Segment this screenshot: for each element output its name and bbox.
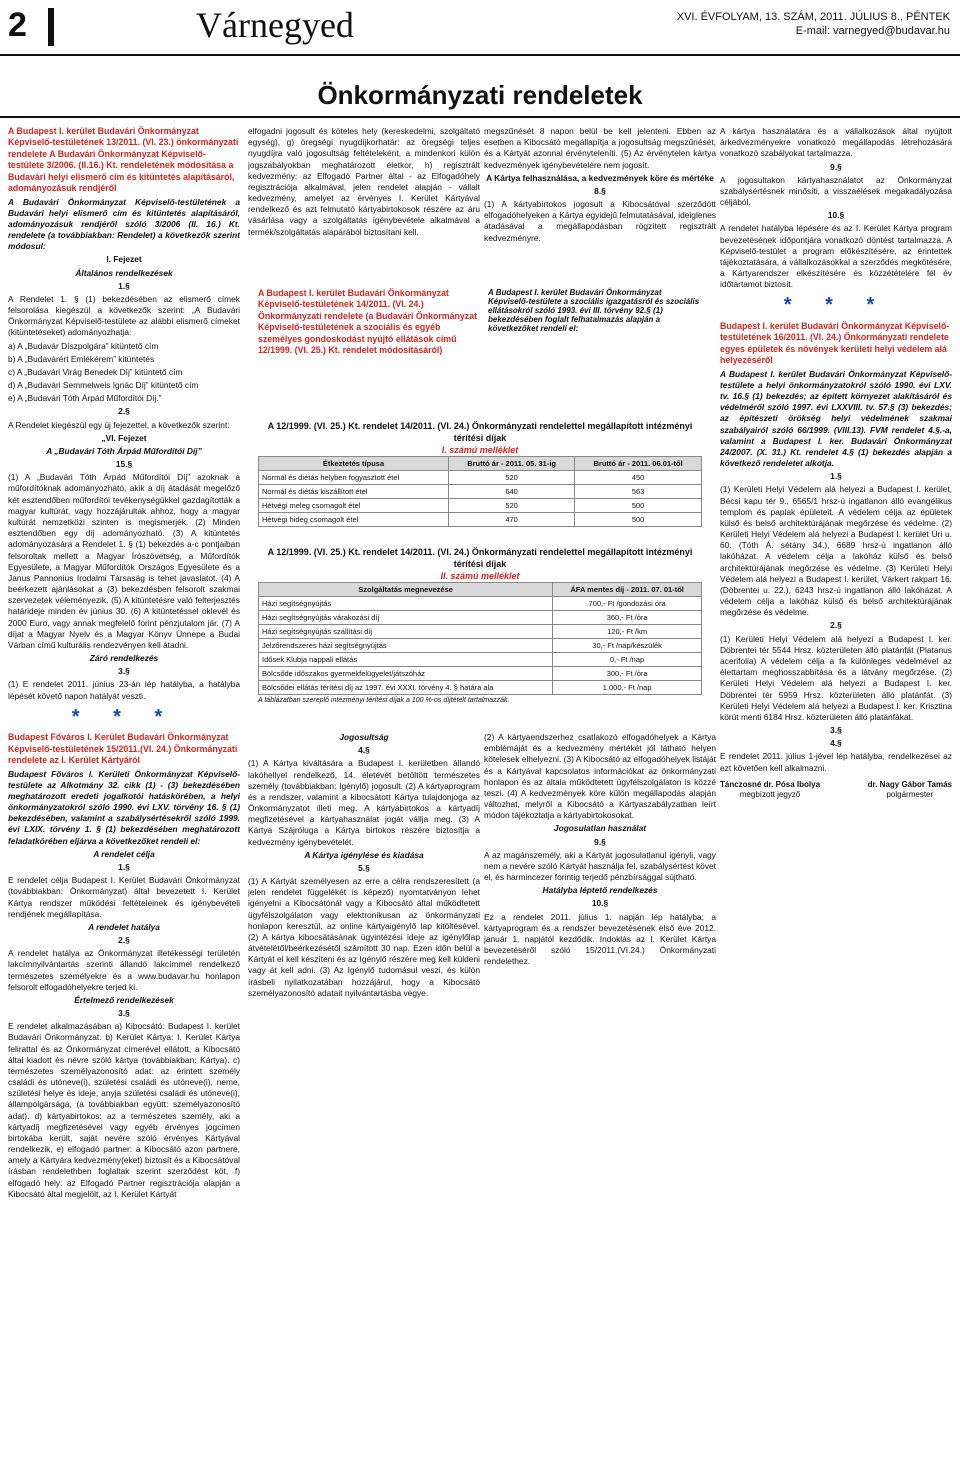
paragraph: 1.§ [830,471,842,482]
masthead-bar [48,8,54,46]
paragraph: 10.§ [591,898,609,909]
signatures [720,780,952,801]
table-row [259,499,702,513]
column-2-bottom [248,732,480,1468]
column-4 [720,126,952,1470]
paragraph: 4.§ [830,738,842,749]
text-2: A Rendelet kiegészül egy új fejezettel, a következők szerint: [8,419,230,430]
table-cell: 470 [448,513,574,527]
table-cell: 120,- Ft /km [553,625,702,639]
column-2-top [248,126,480,282]
header-rule [0,54,960,56]
table-cell: 640 [448,485,574,499]
article-heading-15: Budapest Főváros I. Kerület Budavári Önkormányzat Képviselő-testületének 15/2011.(VI. 24.) Önkormányzati rendelete az I. Kerület Kártyáról [8,732,238,766]
article-heading-14: A Budapest I. kerület Budavári Önkormányzat Képviselő-testületének 14/2011. (VI. 24.) Önkormányzati rendelete (a Budavári Önkormányzat Képviselő-testületének a szociális és egyéb személyes gondoskodást nyújtó ellátások című 12/1999. (VI. 25.) Kt. rendelet módosításáról) [258,288,478,356]
subheading: Jogosultság [339,732,389,742]
text-block: A rendelet hatálya az Önkormányzat illetékességi területén lakcímnyilvántartás szerinti állandó lakcímmel rendelkező természetes személyekre és a www.budavar.hu honlapon felsorolt elfogadóhelyekre terjed ki. [8,948,240,992]
table-row [259,625,702,639]
paragraph: 9.§ [594,836,606,847]
column-1 [8,126,240,1470]
table-row [259,681,702,695]
table-2-note: A táblázatban szereplő intézményi térítési díjak a 100 %-os díjtételt tartalmazzák. [258,697,510,704]
text-3: (1) E rendelet 2011. június 23-án lép hatályba, a hatályba lépését követő napon hatályát veszti. [8,679,240,701]
table-header: Bruttó ár - 2011. 06.01-től [575,457,702,471]
paragraph: 3.§ [118,1008,130,1019]
text-block: A kártya használatára és a vállalkozások által nyújtott árkedvezményekre vonatkozó megállapodás létrehozására vonatkozó szabályokat tartalmazza. [720,126,952,159]
text-15: (1) A „Budavári Tóth Árpád Műfordítói Díj” azoknak a műfordítóknak adományozható, akik a díj átadását megelőző két esztendőben műfordítói tevékenységükkel gazdagították a magyar kultúrát, vagy hozzájárultak ahhoz, hogy a magyar kultúrát nemzetközi szinten is megismerjék. (2) Minden esztendőben egy díj adományozható. (3) A kitüntetés adományozására a Rendelet 1. § (1) bekezdés a-c pontjaiban felsoroltak mellett a Magyar Írószövetség, a Műfordítók Egyesülete, a Magyar Műfordítók Országos Egyesülete és a Janus Pannonius Irodalmi Társaság is tehet javaslatot. (4) A beérkezett ajánlásokat a (3) bekezdésben felsorolt szakmai szervezetek véleményezik. (5) A kitüntetésre való felterjesztés határideje minden év június 30. (6) A kitüntetéssel oklevél és 2000 Euro, vagy annak megfelelő forint pénzjutalom jár. (7) A díjat a Magyar Nyelv és a Magyar Könyv Ünnepe a Budai Várban című kulturális rendezvényen kell átadni. [8,472,240,650]
table-cell: Normál és diétás kiszállított étel [259,485,449,499]
text-block: E rendelet 2011. július 1-jével lép hatályba, rendelkezései az ezt követően kell alkalmazni. [720,751,952,773]
intro-text-2: Budapest Főváros I. Kerületi Önkormányzat Képviselő-testülete az Alkotmány 32. cikk (1) - (3) bekezdésében meghatározott eredeti jogalkotói hatáskörében, a helyi önkormányzatokról szóló 1990. évi LXV. törvény 16. § (1) bekezdésében, valamint a szabálysértésekről szóló 1999. évi LXIX. törvény 1. § (1) bekezdésében meghatározott feladatkörében eljárva a következőket rendeli el: [8,768,240,846]
table-cell: Normál és diétás helyben fogyasztott étel [259,471,449,485]
table-2-block [258,546,702,704]
signature-2 [868,780,952,801]
column-3-bottom [484,732,716,1468]
table-cell: Házi segítségnyújtás [259,597,553,611]
table-row [259,485,702,499]
table-cell: Házi segítségnyújtás szállítási díj [259,625,553,639]
table-cell: 700,- Ft /gondozási óra [553,597,702,611]
table-cell: Hétvégi meleg csomagolt étel [259,499,449,513]
paragraph: 8.§ [594,185,606,196]
paragraph: 2.§ [830,620,842,631]
signature-role: megbízott jegyző [739,790,801,800]
text-block: (1) Kerületi Helyi Védelem alá helyezi a Budapest I. kerület, Bécsi kapu tér 9., 6565/1 hrsz-ú ingatlanon álló evangélikus templom és paplak épületeit. A védelem célja az épületek külső és belső architektúrájának megőrzése és védelme. (2) Kerületi Helyi Védelem alá helyezi a Budapest I. kerület Úri u. 60. (Tóth Á. sétány 34.), 6689 hrsz-ú ingatlanon álló lakóházat. A védelem célja a lakóház külső és belső architektúrájának megőrzése és védelme. (3) Kerületi Helyi Védelem alá helyezi a Budapest I. kerület, Várkert rakpart 16. (Döbrentei u. 22.), 6243 hrsz-ú ingatlanon álló lakóházat. A védelem célja a lakóház külső és belső architektúrájának megőrzése és védelme. [720,484,952,618]
masthead [0,0,960,56]
subheading: A Kártya felhasználása, a kedvezmények köre és mértéke [486,172,714,183]
table-cell: 450 [575,471,702,485]
column-3-top [484,126,716,282]
table-header: ÁFA mentes díj - 2011. 07. 01-től [553,583,702,597]
table-2 [258,582,702,695]
table-header: Bruttó ár - 2011. 05. 31-ig [448,457,574,471]
text-block: A jogosultakon kártyahasználatot az Önkormányzat szabálysértésnek minősíti, a visszaélések megakadályozása céljából. [720,174,952,208]
text-block: megszűnését 8 napon belül be kell jelenteni. Ebben az esetben a Kibocsátó megállapítja a jogosultság megszűnését, és a Kártyát azonnal érvényteleníti. (5) Az érvénytelen kártya kedvezmények igénybevételére nem jogosít. [484,126,716,170]
table-cell: 0,- Ft /nap [553,653,702,667]
issue-info [677,10,950,38]
paragraph: 2.§ [118,935,130,946]
text-block: elfogadni jogosult és köteles hely (kereskedelmi, szolgáltató egység), g) öregségi nyugdíjkorhatár: az öregségi teljes nyugdíjra való jogosultság feltételeként, a mindenkori külön jogszabályokban meghatározott életkor, h) regisztrált kedvezmény: az Elfogadó Partner által - az Elfogadóhely regisztrációja alkalmával, jelen rendelet alapján - vállalt kedvezmény, amelyet az érvényes I. Kerület Kártyával rendelkező és azt felmutató kártyabirtokosok részére az áru vásárlása vagy a szolgáltatás igénybevétele alkalmával a termék/szolgáltatás alapárából biztosítani kell. [248,126,480,237]
article-heading-16: Budapest I. kerület Budavári Önkormányzat Képviselő-testületének 16/2011. (VI. 24.) Önkormányzati rendelete egyes épületek és növények kerületi helyi védelem alá helyezéséről [720,321,950,366]
table-cell: 520 [448,499,574,513]
text-block: (1) Kerületi Helyi Védelem alá helyezi a Budapest I. ker. Döbrentei tér 5544 Hrsz. közterületen álló platánfát (Platanus acerifolia) A védelem célja a fa különleges védelmével az élettartam meghosszabbítása és a látvány megőrzése. (2) Kerületi Helyi Védelem alá helyezi a Budapest I. ker. Döbrentei tér 5959 Hrsz. közterületen álló platánfát. (3) Kerületi Helyi Védelem alá helyezi a Budapest I. ker. Krisztina körút menti 6184 Hrsz. közterületen álló platánfákat. [720,633,952,722]
chapter-1-title: Általános rendelkezések [75,267,173,278]
table-cell: Bölcsőde időszakos gyermekfelügyelet/játszóház [259,667,553,681]
table-cell: 500 [575,499,702,513]
table-2-title: A 12/1999. (VI. 25.) Kt. rendelet 14/2011. (VI. 24.) Önkormányzati rendelettel megállapított intézményi térítési díjak [267,547,693,569]
text-block: (1) A Kártyát személyesen az erre a célra rendszeresített (a jelen rendelet függelékét is képező) nyomtatványon lehet igényelni a Kibocsátónál vagy a Kibocsátó által működtetett ügyfélszolgálaton vagy elektronikusan az önkormányzati honlapon keresztül, az online kártyaigénylő lap kitöltésével. (2) A kártya kibocsátásának ügyintézési ideje az igénylőlap átvételétől/beérkezésétől számított 30 nap. Ezen időn belül a Kártyát el kell készíteni és az Igénylő részére meg kell küldeni vagy át kell adni. (3) Az Igénylő tudomásul veszi, és külön írásbeli nyilatkozatában hozzájárul, hogy a Kibocsátó személyazonosító adatait nyilvántartásba vegye. [248,876,480,998]
subheading: A rendelet célja [93,848,155,859]
table-1 [258,456,702,527]
issue-line: XVI. ÉVFOLYAM, 13. SZÁM, 2011. JÚLIUS 8., PÉNTEK [676,11,950,23]
separator-stars: * * * [783,294,889,317]
section-rule [0,116,960,118]
table-1-title: A 12/1999. (VI. 25.) Kt. rendelet 14/2011. (VI. 24.) Önkormányzati rendelettel megállapított intézményi térítési díjak [267,421,693,443]
table-cell: 520 [448,471,574,485]
text-block: Ez a rendelet 2011. július 1. napján lép hatályba; a kártyaprogram és a rendszer bevezetésének első éve 2012. január 1. napjától kezdődik. Indoklás az I. Kerület Kártya bevezetéséről szóló 15/2011.(VI.24.) Önkormányzati rendelethez. [484,911,716,967]
paragraph: 9.§ [830,161,842,172]
intro-text-16: A Budapest I. kerület Budavári Önkormányzat Képviselő-testülete a helyi önkormányzatokról szóló 1990. évi LXV. tv. 16.§ (1) bekezdés; az épített környezet alakításáról és védelméről szóló 1997. évi LXXVIII. tv. 57.§ (3) bekezdés; az építészeti örökség helyi védelmének szakmai szabályairól szóló 66/1999. (VIII.13). FVM rendelet 4.§.-a, valamint a Budapest I. ker. Budavári Önkormányzat 24/2007. (X. 31.) Kt. rendelet 4.§ (1) bekezdés alapján a következő rendeletet alkotja. [720,368,952,469]
paragraph: 1.§ [118,861,130,872]
list-item: a) A „Budavár Díszpolgára” kitüntető cím [8,340,159,351]
text-block: A az magánszemély, aki a Kártyát jogosulatlanul igényli, vagy nem a nevére szóló Kártyát használja fel, szabálysértést követ el, és harmincezer forintig terjedő pénzbírsággal sújtható. [484,849,716,883]
table-header: Étkeztetés típusa [259,457,449,471]
table-row [259,639,702,653]
text-block: (1) A kártyabirtokos jogosult a Kibocsátóval szerződött elfogadóhelyeken a Kártya egyidejű felmutatásával, ideiglenes átadásával a megállapodásban rögzített regisztrált kedvezményre. [484,199,716,243]
subheading: Hatályba léptető rendelkezés [542,885,658,896]
table-2-subtitle: II. számú melléklet [440,571,520,581]
issue-email: E-mail: varnegyed@budavar.hu [795,25,950,37]
table-cell: 563 [575,485,702,499]
chapter-1: I. Fejezet [106,254,142,265]
table-cell: 1.000,- Ft /nap [553,681,702,695]
table-row [259,653,702,667]
separator-stars: * * * [71,705,177,728]
text-1: A Rendelet 1. § (1) bekezdésében az elismerő címek felsorolása kiegészül a következők szerint: „A Budavári Önkormányzat Képviselő-testülete az alábbi elismerő címeket (kitüntetéseket) adományozhatja: [8,293,240,338]
paragraph-15: 15.§ [115,459,133,470]
paragraph: 3.§ [830,725,842,736]
table-row [259,667,702,681]
signature-role: polgármester [886,790,934,800]
paragraph: 4.§ [358,745,370,756]
table-row [259,611,702,625]
signature-1 [720,780,820,801]
page-number: 2 [8,6,27,44]
subheading: Értelmező rendelkezések [74,994,174,1005]
chapter-6: „VI. Fejezet [101,432,147,443]
newspaper-title: Várnegyed [196,5,354,45]
text-block: (2) A kártyaendszerhez csatlakozó elfogadóhelyek a Kártya emblémáját és a kedvezmény mértékét jól látható helyen kötelesek elhelyezni. (3) A Kibocsátó az elfogadóhelyek listáját és a Kártyával kapcsolatos információkat az önkormányzati honlapon és az általa működtetett ügyfélszolgálaton is közzé teszi. (4) A kedvezmények köre külön megállapodás alapján változhat, melyről a Kibocsátó a Kártyaszabályzatban leírt módon tájékoztatja a kártyabirtokosokat. [484,732,716,821]
list-item: c) A „Budavári Virág Benedek Díj” kitüntető cím [8,366,183,377]
table-1-subtitle: I. számú melléklet [441,445,519,455]
paragraph: 5.§ [358,862,370,873]
text-block: E rendelet célja Budapest I. Kerület Budavári Önkormányzat (továbbiakban: Önkormányzat) által bevezetett I. Kerület Kártya rendszer működési feltételeinek és igénybevételi rendjének megállapítása. [8,875,240,919]
section-title: Önkormányzati rendeletek [317,80,643,110]
chapter-6-title: A „Budavári Tóth Árpád Műfordítói Díj” [46,445,202,456]
table-cell: 360,- Ft /óra [553,611,702,625]
text-block: (1) A Kártya kiváltására a Budapest I. kerületben állandó lakóhellyel rendelkező, 14. életévét betöltött természetes személy (továbbiakban: Igénylő) jogosult. (2) A kártyaprogram és a rendszer, valamint a kibocsátott Kártya tulajdonjoga az Önkormányzatot illeti meg. A kártyabirtokos a kártyadíj megfizetésével a kártyahasználat jogát vállja meg. (3) A Kártya Szájróluga a Kártya birtokos részére biztosítja a kedvezmény igénybevételét. [248,758,480,847]
table-cell: 500 [575,513,702,527]
text-block: E rendelet alkalmazásában a) Kibocsátó: Budapest I. kerület Budavári Önkormányzat. b) Kerület Kártya: I. Kerület Kártya felirattal és az Önkormányzat címerével ellátott, a Kibocsátó által kiadott és névre szóló kártya (továbbiakban: Kártya). c) természetes személyazonosító adat: az érintett személy családi és utóneve(i), születési családi és utóneve(i), neme, születési helye és ideje, anyja születési családi és utóneve(i), állampolgársága, (a továbbiakban együtt: személyazonosító adat). d) kártyabirtokos: az a természetes személy, aki a kártyadíj megfizetésével vagy egyéb érvényes jogcímen birtokába került, saját nevére szóló érvényes Kártyával rendelkezik, e) elfogadó partner: a Kibocsátó azon partnere, amely a Kártyára kedvezmény(eket) biztosít és a Kibocsátóval írásban rendelethben foglaltak szerint szerződést köt, f) elfogadó hely: az Elfogadó Partner regisztrációja alapján a Kibocsátó által megjelölt, az I. Kerület Kártyát [8,1021,240,1199]
article-14-intro: A Budapest I. kerület Budavári Önkormányzat Képviselő-testülete a szociális igazgatásról és szociális ellátásokról szóló 1993. évi III. törvény 92.§ (1) bekezdésében foglalt felhatalmazás alapján a következőket rendeli el: [488,288,700,333]
text-block: A rendelet hatályba lépésére és az I. Kerület Kártya program bevezetésének időpontjára vonatkozó döntést tartalmazza. A Képviselő-testület a program előkészítésére, az érintettek tájékoztatására, a vállalkozásokkal a szerződés megkötésére, a Kártyarendszer elkészítésére és közzétételére fél év időtartamot biztosít. [720,223,952,290]
table-cell: 300,- Ft /óra [553,667,702,681]
table-cell: Hétvégi hideg csomagolt étel [259,513,449,527]
table-cell: 30,- Ft /nap/készülék [553,639,702,653]
paragraph-2: 2.§ [118,406,130,417]
table-1-block [258,420,702,527]
list-item: d) A „Budavári Semmelweis Ignác Díj” kitüntető cím [8,380,199,391]
list-item: e) A „Budavári Tóth Árpád Műfordítói Díj.” [8,393,162,404]
paragraph: 10.§ [827,210,845,221]
table-cell: Idősek Klubja nappali ellátás [259,653,553,667]
subheading: Jogosulatlan használat [553,823,647,834]
table-cell: Bölcsődei ellátás térítési díj az 1997. évi XXXI. törvény 4. § határa ala [259,681,553,695]
signature-name: dr. Nagy Gábor Tamás [867,779,952,789]
closing-heading: Záró rendelkezés [89,653,159,664]
paragraph-3: 3.§ [118,666,130,677]
article-heading-13: A Budapest I. kerület Budavári Önkormányzat Képviselő-testületének 13/2011. (VI. 23.) önkormányzati rendelete A Budavári Önkormányzat Képviselő-testülete 3/2006. (II.16.) Kt. rendeletének módosítása a Budavári helyi elismerő cím és kitüntetés alapításáról, adományozásuk rendjéről [8,126,239,194]
table-header: Szolgáltatás megnevezése [259,583,553,597]
table-cell: Házi segítségnyújtás várakozási díj [259,611,553,625]
table-row [259,597,702,611]
subheading: A Kártya igénylése és kiadása [304,849,424,860]
intro-text: A Budavári Önkormányzat Képviselő-testületének a Budavári helyi elismerő cím és kitüntetés alapításáról, adományozásuk rendjéről szóló 3/2006 (II. 16.) Kt. rendelete (a továbbiakban: Rendelet) a következők szerint módosul: [8,196,240,252]
table-row [259,471,702,485]
table-cell: Jelzőrendszeres házi segítségnyújtás [259,639,553,653]
signature-name: Tánczosné dr. Pósa Ibolya [720,779,821,789]
paragraph-1: 1.§ [118,280,130,291]
subheading: A rendelet hatálya [88,921,160,932]
article-14-heading [258,288,702,360]
table-row [259,513,702,527]
list-item: b) A „Budavárért Emlékérem” kitüntetés [8,353,155,364]
